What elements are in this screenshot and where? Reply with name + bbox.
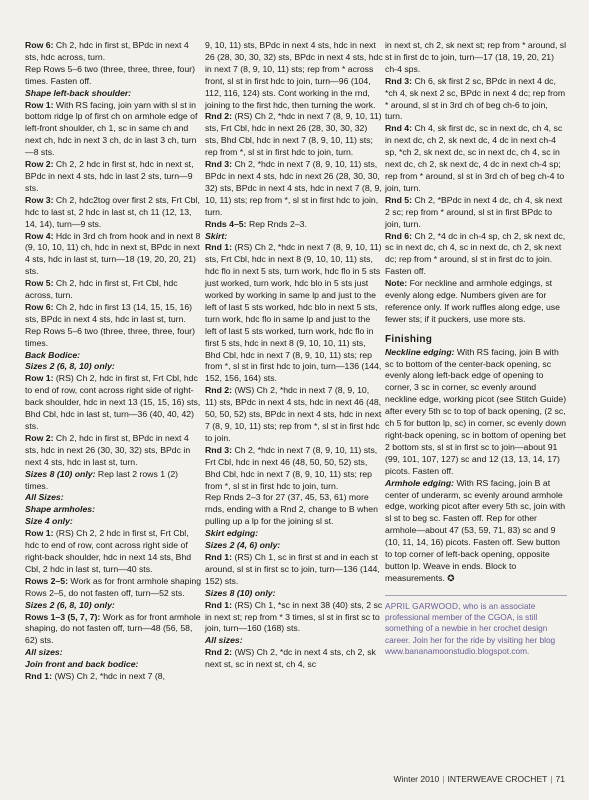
row-label: Row 2: <box>25 159 54 170</box>
subheading <box>25 361 203 373</box>
section-subheading: Armhole edging: <box>385 477 455 488</box>
row-label: Note: <box>385 278 408 289</box>
instruction-paragraph <box>385 278 567 326</box>
instruction-text: Rep Rnds 2–3 for 27 (37, 45, 53, 61) more rnds, ending with a Rnd 2, change to B when pulling up a lp for the joining sl st. <box>205 492 378 527</box>
row-label: Rnd 2: <box>205 111 233 122</box>
instruction-text: Ch 2, *4 dc in ch-4 sp, ch 2, sk next dc, sc in next dc, ch 4, sc in next dc, ch 2, sk next dc; rep from * around, sl st in first dc to join. Fasten off. <box>385 230 566 277</box>
instruction-text: Rep Rows 5–6 two (three, three, three, four) times. <box>25 325 195 348</box>
row-label: Row 2: <box>25 432 54 443</box>
section-subheading: Skirt: <box>205 230 228 241</box>
instruction-paragraph <box>25 159 203 195</box>
row-label: Row 5: <box>25 278 54 289</box>
row-label: Row 4: <box>25 230 54 241</box>
instruction-paragraph <box>205 385 383 445</box>
row-label: Row 1: <box>25 99 54 110</box>
instruction-paragraph <box>385 123 567 194</box>
instruction-text: Ch 2, *hdc in next 7 (8, 9, 10, 11) sts, BPdc in next 4 sts, hdc in next 26 (28, 30, 30, 32) sts, BPdc in next 4 sts, hdc in next 7 (8, 9, 10, 11) sts; rep from *, sl st in first hdc to join, turn. <box>205 159 382 217</box>
designer-name: APRIL GARWOOD, <box>385 600 461 611</box>
subheading <box>25 516 203 528</box>
instruction-paragraph <box>25 433 203 469</box>
instruction-text: (WS) Ch 2, *hdc in next 7 (8, <box>52 671 166 682</box>
instruction-paragraph <box>385 40 567 76</box>
instruction-paragraph <box>25 100 203 160</box>
row-label: Rnd 3: <box>205 159 233 170</box>
subheading <box>25 504 203 516</box>
row-label: Row 6: <box>25 301 54 312</box>
instruction-text: (RS) Ch 2, hdc in first st, Frt Cbl, hdc to end of row, cont across right side of right-back shoulder, hdc in next 13 (15, 15, 16) sts, Bhd Cbl, hdc in last st, turn—36 (40, 40, 42) sts. <box>25 373 201 431</box>
subheading <box>25 659 203 671</box>
instruction-text: (RS) Ch 2, *hdc in next 7 (8, 9, 10, 11) sts, Frt Cbl, hdc in next 8 (9, 10, 10, 11) sts, hdc flo in next 5 sts, turn work, hdc flo in 5 sts just worked, turn work, hdc blo in 5 sts just worked by working in same lp and just to the left of last 5 sts worked, hdc blo in next 5 sts, turn work, hdc flo in same lp and just to the left of last 5 sts worked, turn work, hdc flo in first 5 sts, hdc in next 8 (9, 10, 10, 11) sts, Bhd Cbl, hdc in next 7 (8, 9, 10, 11) sts; rep from *, sl st in first hdc to join, turn—136 (144, 152, 156, 164) sts. <box>205 242 382 384</box>
row-label: Rnd 5: <box>385 194 413 205</box>
row-label: Row 1: <box>25 373 54 384</box>
instruction-paragraph <box>25 671 203 683</box>
instruction-paragraph <box>25 326 203 350</box>
instruction-text: Ch 2, hdc2tog over first 2 sts, Frt Cbl, hdc to last st, 2 hdc in last st, ch 11 (12, 13, 14, 14), turn—9 sts. <box>25 194 200 229</box>
instruction-text: (RS) Ch 2, *hdc in next 7 (8, 9, 10, 11) sts, Frt Cbl, hdc in next 26 (28, 30, 30, 32) sts, Bhd Cbl, hdc in next 7 (8, 9, 10, 11) sts; rep from *, sl st in first hdc to join, turn. <box>205 111 382 158</box>
instruction-paragraph <box>385 231 567 279</box>
instruction-paragraph <box>205 600 383 636</box>
section-subheading: All Sizes: <box>25 492 64 503</box>
section-subheading: Shape left-back shoulder: <box>25 87 132 98</box>
subheading <box>25 600 203 612</box>
instruction-paragraph <box>205 40 383 111</box>
instruction-paragraph <box>25 469 203 493</box>
row-label: Rnd 2: <box>205 385 233 396</box>
instruction-text: Ch 2, *BPdc in next 4 dc, ch 4, sk next 2 sc; rep from * around, sl st in first BPdc to join, turn. <box>385 194 563 229</box>
subheading <box>25 350 203 362</box>
instruction-paragraph <box>205 445 383 493</box>
row-label: Rows 2–5: <box>25 575 68 586</box>
designer-bio-text: who is an associate professional member of the CGOA, is still something of a newbie in her crochet design career. Join her for the ride by visiting her blog www.bananamoonstudio.blogspot.com. <box>385 600 556 656</box>
row-label: Rnd 2: <box>205 647 233 658</box>
instruction-paragraph <box>25 302 203 326</box>
row-label: Row 3: <box>25 194 54 205</box>
instruction-paragraph <box>25 64 203 88</box>
subheading <box>25 647 203 659</box>
instruction-paragraph <box>205 219 383 231</box>
instruction-text: With RS facing, join yarn with sl st in bottom ridge lp of first ch on armhole edge of left-front shoulder, ch 1, sc in same ch and next ch, hdc in next 3 ch, dc in last 3 ch, turn—8 sts. <box>25 99 198 158</box>
instruction-text: Ch 2, hdc in first st, BPdc in next 4 sts, hdc across, turn. <box>25 40 189 62</box>
footer-magazine: INTERWEAVE CROCHET <box>447 774 548 784</box>
instruction-paragraph <box>25 231 203 279</box>
instruction-text: Rep last 2 rows 1 (2) times. <box>25 468 179 491</box>
row-label: Rnd 3: <box>205 444 233 455</box>
row-label: Rnd 3: <box>385 75 413 86</box>
row-label: Row 1: <box>25 528 54 539</box>
subheading <box>205 635 383 647</box>
subheading <box>205 540 383 552</box>
instruction-paragraph <box>205 159 383 219</box>
subheading <box>205 588 383 600</box>
section-subheading: Sizes 2 (6, 8, 10) only: <box>25 599 115 610</box>
subheading <box>205 528 383 540</box>
page-footer: Winter 2010 | INTERWEAVE CROCHET | 71 <box>393 774 565 784</box>
row-label: Row 6: <box>25 40 54 50</box>
instruction-paragraph <box>25 612 203 648</box>
instruction-paragraph <box>25 40 203 64</box>
instruction-paragraph <box>25 576 203 600</box>
instruction-text: Hdc in 3rd ch from hook and in next 8 (9, 10, 10, 11) ch, hdc in next st, BPdc in next 4 sts, hdc in last st, turn—18 (19, 20, 20, 21) sts. <box>25 230 201 277</box>
column-3 <box>385 40 567 657</box>
instruction-paragraph <box>385 76 567 124</box>
instruction-paragraph <box>25 373 203 433</box>
row-label: Rnd 4: <box>385 123 413 134</box>
instruction-paragraph <box>25 195 203 231</box>
page-number: 71 <box>555 774 565 784</box>
subheading <box>25 492 203 504</box>
instruction-text: (RS) Ch 1, *sc in next 38 (40) sts, 2 sc in next st; rep from * 3 times, sl st in first sc to join, turn—160 (168) sts. <box>205 599 383 634</box>
instruction-paragraph <box>205 242 383 385</box>
instruction-paragraph <box>25 278 203 302</box>
instruction-text: Ch 2, hdc in first st, Frt Cbl, hdc across, turn. <box>25 278 178 301</box>
row-label: Rnd 1: <box>25 671 53 682</box>
designer-bio <box>385 595 567 657</box>
instruction-paragraph <box>385 195 567 231</box>
instruction-text: Ch 2, hdc in first st, BPdc in next 4 sts, hdc in next 26 (30, 30, 32) sts, BPdc in next 4 sts, hdc in last st, turn. <box>25 432 191 467</box>
column-2 <box>205 40 383 671</box>
instruction-text: Rep Rows 5–6 two (three, three, three, four) times. Fasten off. <box>25 63 195 86</box>
section-subheading: Join front and back bodice: <box>25 659 139 670</box>
section-subheading: Sizes 8 (10) only: <box>25 468 96 479</box>
row-label: Rnd 1: <box>205 551 233 562</box>
section-subheading: All sizes: <box>25 647 63 658</box>
column-3-body <box>385 40 567 585</box>
column-1 <box>25 40 203 683</box>
instruction-text: Work as for front armhole shaping, do not fasten off, turn—48 (56, 58, 62) sts. <box>25 611 201 646</box>
instruction-text: With RS facing, join B at center of underarm, sc evenly around armhole edge, working picot after every 5th sc, join with sl st to beg sc. Fasten off. Rep for other armhole—about 47 (53, 59, 71, 83) sc and 9 (10, 11, 14, 16) picots. Fasten off. Sew button to top corner of left-back opening, opposite button lp. Weave in ends. Block to measurements. ✪ <box>385 477 566 583</box>
instruction-text: (RS) Ch 1, sc in first st and in each st around, sl st in first sc to join, turn—136 (144, 152) sts. <box>205 551 380 586</box>
instruction-paragraph <box>205 492 383 528</box>
instruction-text: (WS) Ch 2, *dc in next 4 sts, ch 2, sk next st, sc in next st, ch 4, sc <box>205 647 376 670</box>
section-subheading: Sizes 2 (6, 8, 10) only: <box>25 361 115 372</box>
instruction-text: Ch 4, sk first dc, sc in next dc, ch 4, sc in next dc, ch 2, sk next dc, 4 dc in next ch-4 sp, *ch 2, sk next dc, sc in next dc, ch 4, sc in next dc, ch 2, sk next dc, 4 dc in next ch-4 sp; rep from * around, sl st in 3rd ch of beg ch-4 to join, turn. <box>385 123 565 193</box>
instruction-text: For neckline and armhole edgings, st evenly along edge. Numbers given are for reference only. If work ruffles along edge, use fewer sts; if it puckers, use more sts. <box>385 278 560 324</box>
row-label: Rnd 1: <box>205 599 233 610</box>
instruction-paragraph <box>25 528 203 576</box>
section-subheading: Sizes 8 (10) only: <box>205 587 276 598</box>
instruction-text: 9, 10, 11) sts, BPdc in next 4 sts, hdc in next 26 (28, 30, 30, 32) sts, BPdc in next 4 sts, hdc in next 7 (8, 9, 10, 11) sts; rep from * across front, sl st in first hdc to join, turn—96 (104, 112, 116, 124) sts. Cont working in the rnd, joining to the first hdc, then turning the work. <box>205 40 383 110</box>
footer-season: Winter 2010 <box>393 774 440 784</box>
row-label: Rows 1–3 (5, 7, 7): <box>25 611 101 622</box>
instruction-paragraph <box>205 647 383 671</box>
instruction-text: Rep Rnds 2–3. <box>246 218 307 229</box>
instruction-text: Ch 2, 2 hdc in first st, hdc in next st, BPdc in next 4 sts, hdc in last 2 sts, turn—9 sts. <box>25 159 194 193</box>
instruction-text: (RS) Ch 2, 2 hdc in first st, Frt Cbl, hdc to end of row, cont across right side of right-back shoulder, hdc in next 14 sts, Bhd Cbl, 2 hdc in last st, turn—40 sts. <box>25 528 192 574</box>
subheading <box>25 88 203 100</box>
section-subheading: Neckline edging: <box>385 346 455 357</box>
row-label: Rnd 6: <box>385 230 413 241</box>
section-subheading: Shape armholes: <box>25 504 96 515</box>
instruction-text: Ch 2, hdc in first 13 (14, 15, 15, 16) sts, BPdc in next 4 sts, hdc in last st, turn. <box>25 301 193 324</box>
section-subheading: Sizes 2 (4, 6) only: <box>205 540 281 551</box>
row-label: Rnds 4–5: <box>205 218 247 229</box>
instruction-text: Work as for front armhole shaping Rows 2–5, do not fasten off, turn—52 sts. <box>25 575 202 598</box>
instruction-text: With RS facing, join B with sc to bottom of the center-back opening, sc evenly along left-back edge of opening to corner, 3 sc in corner, sc evenly around neckline edge, working picot (see Stitch Guide) after every 5th sc to top of back opening, (2 sc, ch 5 for button lp, sc) in corner, sc evenly down right-back opening, sc in bottom of opening bet 2 bottom sts, sl st in first sc to join—about 91 (99, 101, 107, 127) sc and 12 (13, 13, 14, 17) picots. Fasten off. <box>385 346 567 476</box>
instruction-paragraph <box>385 347 567 478</box>
section-subheading: All sizes: <box>205 635 243 646</box>
instruction-text: in next st, ch 2, sk next st; rep from * around, sl st in first dc to join, turn—17 (18, 19, 20, 21) ch-4 sps. <box>385 40 567 74</box>
section-subheading: Back Bodice: <box>25 349 81 360</box>
section-subheading: Size 4 only: <box>25 516 73 527</box>
section-heading: Finishing <box>385 333 433 345</box>
instruction-text: Ch 6, sk first 2 sc, BPdc in next 4 dc, *ch 4, sk next 2 sc, BPdc in next 4 dc; rep from * around, sl st in 3rd ch of beg ch-6 to join, turn. <box>385 75 566 122</box>
instruction-paragraph <box>205 552 383 588</box>
instruction-text: (WS) Ch 2, *hdc in next 7 (8, 9, 10, 11) sts, BPdc in next 4 sts, hdc in next 46 (48, 50, 50, 52) sts, BPdc in next 4 sts, hdc in next 7 (8, 9, 10, 11) sts; rep from *, sl st in first hdc to join. <box>205 385 382 443</box>
subheading <box>205 231 383 243</box>
instruction-text: Ch 2, *hdc in next 7 (8, 9, 10, 11) sts, Frt Cbl, hdc in next 46 (48, 50, 50, 52) sts, Bhd Cbl, hdc in next 7 (8, 9, 10, 11) sts; rep from *, sl st in first hdc to join, turn. <box>205 444 378 491</box>
section-subheading: Skirt edging: <box>205 528 259 539</box>
row-label: Rnd 1: <box>205 242 233 253</box>
instruction-paragraph <box>385 478 567 585</box>
instruction-paragraph <box>205 111 383 159</box>
